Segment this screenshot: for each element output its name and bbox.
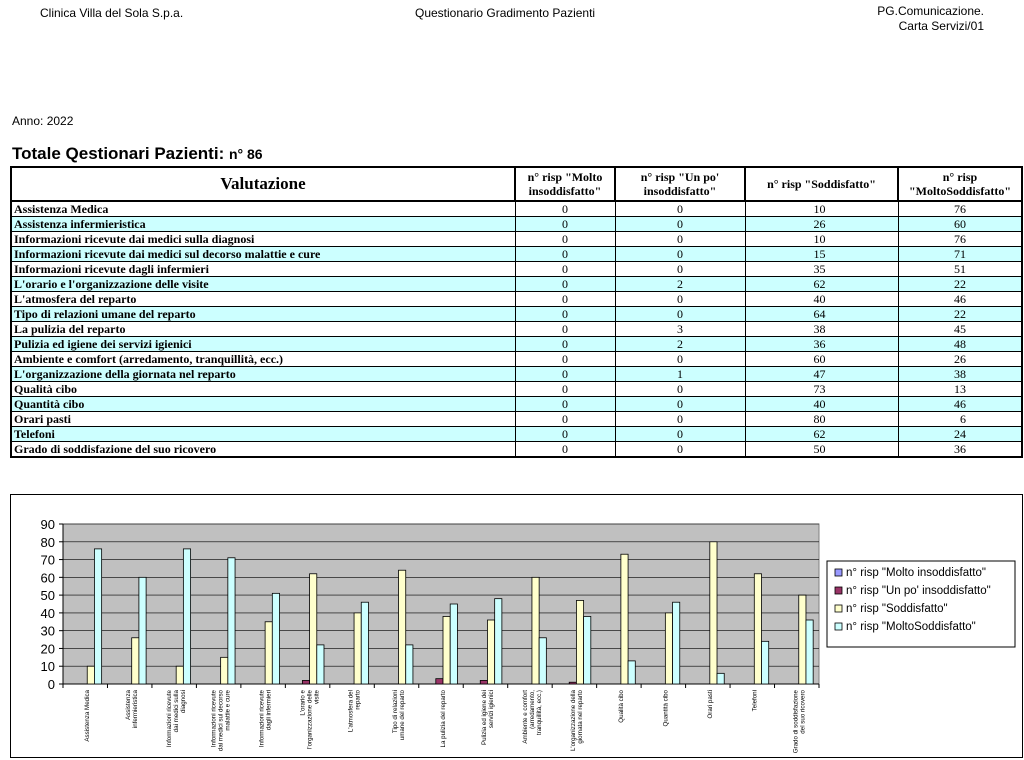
cell-molto-insoddisfatto: 0 [515,337,615,352]
table-row [11,247,1022,262]
y-tick-label: 30 [40,623,55,639]
clinic-name: Clinica Villa del Sola S.p.a. [40,6,184,20]
bar [265,622,272,684]
cell-un-po-insoddisfatto: 0 [615,307,745,322]
cell-molto-insoddisfatto: 0 [515,232,615,247]
bar [754,574,761,684]
bar [665,613,672,684]
table-row [11,292,1022,307]
row-label: Informazioni ricevute dai medici sul decorso malattie e cure [11,247,515,262]
chart-frame [10,494,1023,758]
row-label: Ambiente e comfort (arredamento, tranquillità, ecc.) [11,352,515,367]
row-label: Pulizia ed igiene dei servizi igienici [11,337,515,352]
bar [480,680,487,684]
bar [317,645,324,684]
cell-soddisfatto: 35 [745,262,898,277]
x-tick-label: Assistenza Medica [84,690,92,742]
table-row [11,427,1022,442]
cell-molto-insoddisfatto: 0 [515,427,615,442]
cell-soddisfatto: 73 [745,382,898,397]
bar [539,638,546,684]
cell-molto-insoddisfatto: 0 [515,442,615,458]
total-count: n° 86 [228,146,263,162]
table-row [11,201,1022,217]
row-label: Telefoni [11,427,515,442]
bar [302,680,309,684]
bar [710,542,717,684]
cell-molto-soddisfatto: 38 [898,367,1022,382]
cell-un-po-insoddisfatto: 0 [615,382,745,397]
x-tick-label: L'atmosfera delreparto [347,690,362,733]
cell-molto-soddisfatto: 36 [898,442,1022,458]
cell-molto-insoddisfatto: 0 [515,247,615,262]
cell-soddisfatto: 15 [745,247,898,262]
cell-molto-insoddisfatto: 0 [515,322,615,337]
cell-soddisfatto: 50 [745,442,898,458]
cell-soddisfatto: 80 [745,412,898,427]
bar [272,593,279,684]
legend-label: n° risp "Un po' insoddisfatto" [846,585,991,597]
total-questionnaires [12,144,263,164]
bar [406,645,413,684]
cell-un-po-insoddisfatto: 1 [615,367,745,382]
y-tick-label: 60 [40,570,55,586]
y-tick-label: 40 [40,605,55,621]
bar [717,673,724,684]
row-label: Qualità cibo [11,382,515,397]
bar [87,666,94,684]
row-label: Assistenza Medica [11,201,515,217]
bar [132,638,139,684]
cell-molto-soddisfatto: 46 [898,292,1022,307]
bar [139,577,146,684]
bar [176,666,183,684]
cell-un-po-insoddisfatto: 0 [615,201,745,217]
cell-molto-insoddisfatto: 0 [515,307,615,322]
table-row [11,442,1022,458]
table-header-row [11,167,1022,201]
col-header-molto-soddisfatto: n° risp "MoltoSoddisfatto" [898,167,1022,201]
cell-molto-soddisfatto: 26 [898,352,1022,367]
legend-swatch [835,569,842,576]
x-tick-label: Informazioni ricevutedai medici sulladiagnosi [166,690,188,748]
x-tick-label: Informazioni ricevutedagli infermieri [258,690,273,748]
table-row [11,307,1022,322]
cell-molto-soddisfatto: 13 [898,382,1022,397]
bar [487,620,494,684]
row-label: La pulizia del reparto [11,322,515,337]
row-label: Grado di soddisfazione del suo ricovero [11,442,515,458]
row-label: L'atmosfera del reparto [11,292,515,307]
cell-molto-insoddisfatto: 0 [515,412,615,427]
x-tick-label: Qualità cibo [617,690,625,723]
bar-chart [11,495,1022,757]
cell-un-po-insoddisfatto: 0 [615,232,745,247]
y-tick-label: 0 [47,677,55,692]
cell-soddisfatto: 47 [745,367,898,382]
x-tick-label: L'organizzazione dellagiornata nel reparto [569,690,584,752]
cell-un-po-insoddisfatto: 0 [615,247,745,262]
cell-un-po-insoddisfatto: 0 [615,442,745,458]
total-label: Totale Qestionari Pazienti: [12,144,225,163]
plot-area [63,524,819,684]
cell-molto-soddisfatto: 51 [898,262,1022,277]
col-header-un-po-insoddisfatto: n° risp "Un po' insoddisfatto" [615,167,745,201]
bar [221,657,228,684]
results-table [10,166,1023,458]
bar [532,577,539,684]
cell-un-po-insoddisfatto: 0 [615,292,745,307]
bar [183,549,190,684]
cell-molto-insoddisfatto: 0 [515,292,615,307]
table-row [11,382,1022,397]
legend-label: n° risp "Molto insoddisfatto" [846,567,986,579]
bar [399,570,406,684]
cell-un-po-insoddisfatto: 0 [615,352,745,367]
row-label: L'organizzazione della giornata nel reparto [11,367,515,382]
cell-un-po-insoddisfatto: 0 [615,412,745,427]
bar [621,554,628,684]
bar [799,595,806,684]
cell-molto-soddisfatto: 46 [898,397,1022,412]
bar [436,679,443,684]
legend-label: n° risp "MoltoSoddisfatto" [846,621,976,633]
cell-molto-soddisfatto: 45 [898,322,1022,337]
table-row [11,322,1022,337]
table-row [11,277,1022,292]
cell-soddisfatto: 10 [745,201,898,217]
x-tick-label: Informazioni ricevutedai medici sul decorsomalattie e cure [210,690,232,752]
cell-molto-insoddisfatto: 0 [515,367,615,382]
row-label: Quantità cibo [11,397,515,412]
x-tick-label: L'orario el'organizzazione dellevisite [299,690,321,749]
bar [569,682,576,684]
bar [443,616,450,684]
document-title: Questionario Gradimento Pazienti [415,6,596,20]
document-code-line2: Carta Servizi/01 [898,19,984,33]
cell-molto-soddisfatto: 48 [898,337,1022,352]
cell-un-po-insoddisfatto: 0 [615,427,745,442]
legend-swatch [835,623,842,630]
x-tick-label: Tipo di relazioniumane del reparto [392,690,407,741]
cell-molto-insoddisfatto: 0 [515,217,615,232]
document-code [877,4,984,34]
cell-molto-insoddisfatto: 0 [515,201,615,217]
col-header-soddisfatto: n° risp "Soddisfatto" [745,167,898,201]
cell-soddisfatto: 38 [745,322,898,337]
x-tick-label: Ambiente e comfort(arredamento,tranquillità, ecc.) [521,690,543,744]
cell-soddisfatto: 36 [745,337,898,352]
table-row [11,397,1022,412]
bar [806,620,813,684]
cell-un-po-insoddisfatto: 0 [615,397,745,412]
table-row [11,262,1022,277]
year-label: Anno: 2022 [12,114,74,128]
bar [495,599,502,684]
x-tick-label: Pulizia ed igiene deiservizi igienici [480,690,495,746]
bar [450,604,457,684]
bar [228,558,235,684]
bar [576,600,583,684]
legend-label: n° risp "Soddisfatto" [846,603,948,615]
row-label: L'orario e l'organizzazione delle visite [11,277,515,292]
x-tick-label: Grado di soddisfazionedel suo ricovero [792,690,807,754]
cell-soddisfatto: 26 [745,217,898,232]
cell-molto-soddisfatto: 22 [898,307,1022,322]
y-tick-label: 10 [40,659,55,675]
cell-soddisfatto: 62 [745,277,898,292]
cell-molto-insoddisfatto: 0 [515,397,615,412]
y-tick-label: 20 [40,641,55,657]
table-row [11,217,1022,232]
x-tick-label: La pulizia del reparto [440,690,447,748]
cell-un-po-insoddisfatto: 2 [615,277,745,292]
x-tick-label: Quantità cibo [662,690,670,727]
row-label: Assistenza infermieristica [11,217,515,232]
table-row [11,352,1022,367]
cell-soddisfatto: 64 [745,307,898,322]
cell-molto-soddisfatto: 60 [898,217,1022,232]
cell-molto-soddisfatto: 76 [898,232,1022,247]
cell-molto-soddisfatto: 76 [898,201,1022,217]
bar [354,613,361,684]
y-tick-label: 50 [40,588,55,604]
legend-swatch [835,605,842,612]
x-tick-label: Assistenzainfermieristica [125,690,140,729]
cell-molto-soddisfatto: 6 [898,412,1022,427]
legend-swatch [835,587,842,594]
table-row [11,337,1022,352]
cell-molto-insoddisfatto: 0 [515,277,615,292]
y-tick-label: 70 [40,552,55,568]
table-row [11,412,1022,427]
cell-molto-soddisfatto: 71 [898,247,1022,262]
x-tick-label: Telefoni [751,690,759,712]
row-label: Orari pasti [11,412,515,427]
col-header-molto-insoddisfatto: n° risp "Molto insoddisfatto" [515,167,615,201]
x-tick-label: Orari pasti [706,690,714,719]
bar [673,602,680,684]
document-code-line1: PG.Comunicazione. [877,4,984,18]
cell-un-po-insoddisfatto: 0 [615,217,745,232]
cell-un-po-insoddisfatto: 2 [615,337,745,352]
bar [584,616,591,684]
cell-soddisfatto: 60 [745,352,898,367]
bar [310,574,317,684]
cell-molto-soddisfatto: 24 [898,427,1022,442]
bar [361,602,368,684]
cell-molto-soddisfatto: 22 [898,277,1022,292]
cell-molto-insoddisfatto: 0 [515,262,615,277]
table-row [11,232,1022,247]
bar [94,549,101,684]
cell-soddisfatto: 10 [745,232,898,247]
cell-molto-insoddisfatto: 0 [515,352,615,367]
cell-soddisfatto: 62 [745,427,898,442]
col-header-valutazione: Valutazione [11,167,515,201]
cell-soddisfatto: 40 [745,397,898,412]
y-tick-label: 90 [40,517,55,532]
bar [628,661,635,684]
table-row [11,367,1022,382]
bar [761,641,768,684]
cell-un-po-insoddisfatto: 3 [615,322,745,337]
cell-soddisfatto: 40 [745,292,898,307]
y-tick-label: 80 [40,534,55,550]
cell-un-po-insoddisfatto: 0 [615,262,745,277]
cell-molto-insoddisfatto: 0 [515,382,615,397]
row-label: Tipo di relazioni umane del reparto [11,307,515,322]
row-label: Informazioni ricevute dagli infermieri [11,262,515,277]
row-label: Informazioni ricevute dai medici sulla diagnosi [11,232,515,247]
